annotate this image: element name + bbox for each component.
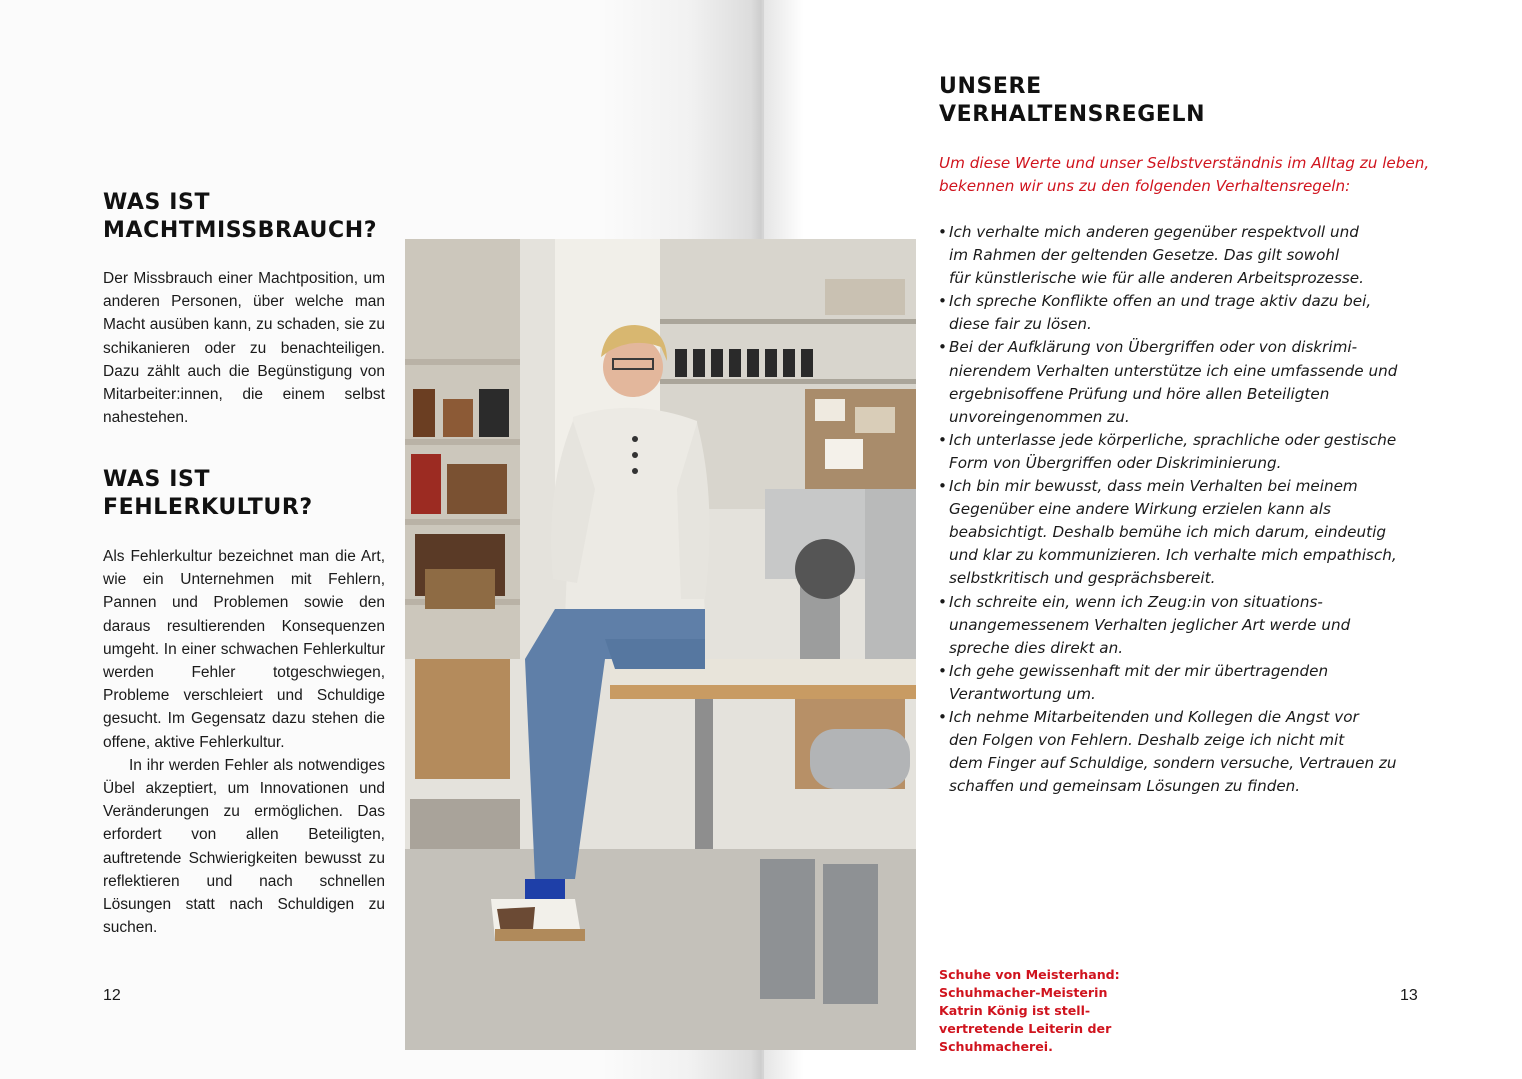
body-text: In ihr werden Fehler als notwendiges Übel akzeptiert, um Innovationen und Veränderungen zu ermöglichen. Das erfordert von allen Beteiligten, auftretende Schwierigkeiten bewusst zu reflektieren und nach schnellen Lösungen statt nach Schuldigen zu suchen. [103, 756, 385, 937]
rule-item: • Ich verhalte mich anderen gegenüber respektvoll und im Rahmen der geltenden Gesetze. Das gilt sowohl für künstlerische wie für alle anderen Arbeitsprozesse. [939, 221, 1439, 290]
paragraph-fehlerkultur [103, 545, 385, 939]
photo-illustration [405, 239, 916, 1050]
body-text: Der Missbrauch einer Machtposition, um anderen Personen, über welche man Macht ausüben kann, zu schaden, sie zu schikanieren oder zu benachteiligen. Dazu zählt auch die Begünstigung von Mitarbeiter:innen, die einem selbst nahestehen. [103, 270, 385, 427]
rule-item: • Ich schreite ein, wenn ich Zeug:in von situations- unangemessenem Verhalten jeglicher Art werde und spreche dies direkt an. [939, 591, 1439, 660]
intro-text: Um diese Werte und unser Selbstverständnis im Alltag zu leben, bekennen wir uns zu den folgenden Verhaltensregeln: [939, 154, 1430, 195]
rule-item: • Ich unterlasse jede körperliche, sprachliche oder gestische Form von Übergriffen oder Diskriminierung. [939, 429, 1439, 475]
heading-line: WAS IST [103, 467, 211, 492]
rule-item: • Bei der Aufklärung von Übergriffen oder von diskrimi- nierendem Verhalten unterstütze ich eine umfassende und ergebnisoffene Prüfung und höre allen Beteiligten unvoreingenommen zu. [939, 336, 1439, 428]
body-text: Als Fehlerkultur bezeichnet man die Art, wie ein Unternehmen mit Fehlern, Pannen und Problemen sowie den daraus resultierenden Konsequenzen umgeht. In einer schwachen Fehlerkultur werden Fehler totgeschwiegen, Probleme verschleiert und Schuldige gesucht. Im Gegensatz dazu stehen die offene, aktive Fehlerkultur. [103, 548, 385, 751]
heading-line: WAS IST [103, 190, 211, 215]
rule-item: • Ich nehme Mitarbeitenden und Kollegen die Angst vor den Folgen von Fehlern. Deshalb zeige ich nicht mit dem Finger auf Schuldige, sondern versuche, Vertrauen zu schaffen und gemeinsam Lösungen zu finden. [939, 706, 1439, 798]
rule-item: • Ich bin mir bewusst, dass mein Verhalten bei meinem Gegenüber eine andere Wirkung erzielen kann als beabsichtigt. Deshalb bemühe ich mich darum, eindeutig und klar zu kommunizieren. Ich verhalte mich empathisch, selbstkritisch und gesprächsbereit. [939, 475, 1439, 590]
paragraph-machtmissbrauch [103, 267, 385, 429]
rule-item: • Ich spreche Konflikte offen an und trage aktiv dazu bei, diese fair zu lösen. [939, 290, 1439, 336]
rule-item: • Ich gehe gewissenhaft mit der mir übertragenden Verantwortung um. [939, 660, 1439, 706]
heading-machtmissbrauch [103, 189, 403, 245]
page-number-right: 13 [1400, 987, 1418, 1004]
photo-caption: Schuhe von Meisterhand: Schuhmacher-Meisterin Katrin König ist stell- vertretende Leiterin der Schuhmacherei. [939, 967, 1120, 1054]
page-number-left: 12 [103, 987, 121, 1004]
heading-fehlerkultur [103, 466, 403, 522]
heading-line: VERHALTENSREGELN [939, 102, 1206, 127]
workshop-photo [405, 239, 916, 1050]
heading-line: FEHLERKULTUR? [103, 495, 313, 520]
heading-line: MACHTMISSBRAUCH? [103, 218, 378, 243]
heading-verhaltensregeln [939, 73, 1339, 129]
heading-line: UNSERE [939, 74, 1042, 99]
rules-list [939, 221, 1439, 798]
